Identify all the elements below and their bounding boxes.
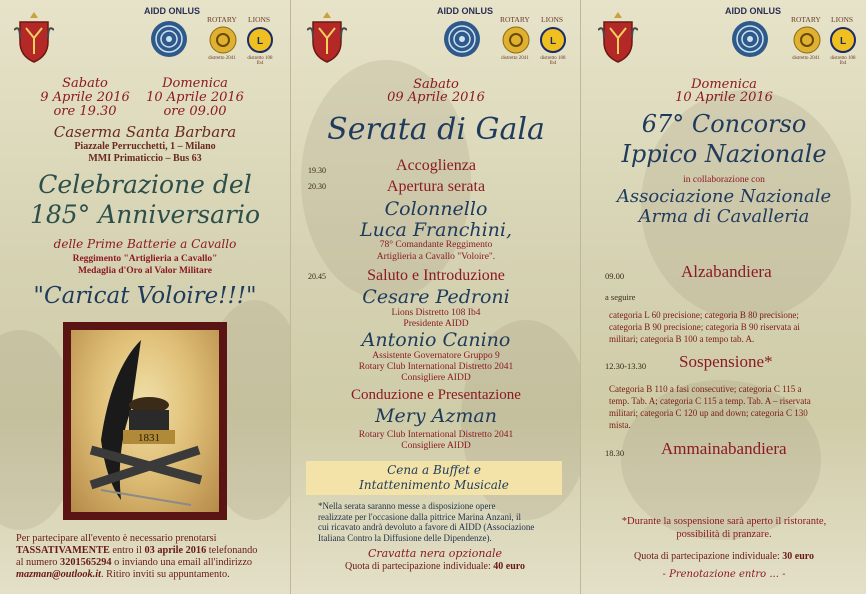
item-hosting: Conduzione e Presentazione <box>351 387 521 403</box>
gala-date: 09 Aprile 2016 <box>387 90 485 105</box>
svg-text:L: L <box>549 36 557 47</box>
anniversary-title: 185° Anniversario <box>29 200 261 229</box>
day-saturday: Sabato <box>62 76 108 91</box>
speaker3-name: Antonio Canino <box>361 329 511 351</box>
regiment: Reggimento "Artiglieria a Cavallo" <box>72 254 218 264</box>
buffet-box <box>306 461 562 495</box>
painting-canvas <box>71 330 219 512</box>
morning-categories <box>609 309 859 345</box>
lions-badge-icon <box>247 27 273 53</box>
art-note-line: realizzate per l'occasione dalla pittrice Marina Anzani, il <box>318 511 522 522</box>
time-1: 19.30 <box>308 166 326 175</box>
booking-line-4 <box>16 569 278 581</box>
right-panel <box>580 0 866 594</box>
aidd-maze-icon <box>731 20 769 58</box>
buffet-line-1: Cena a Buffet e <box>387 463 481 477</box>
crest-icon <box>307 10 347 64</box>
lions-badge-icon <box>540 27 566 53</box>
lions-label: LIONS <box>248 15 271 24</box>
speaker1-unit: Artiglieria a Cavallo "Voloire". <box>376 252 496 262</box>
day-sunday: Domenica <box>162 76 228 91</box>
rotary-label: ROTARY <box>207 15 237 24</box>
restaurant-note-1: *Durante la sospensione sarà aperto il ristorante, <box>621 516 827 527</box>
fee-value: 40 euro <box>493 561 526 572</box>
phone-number[interactable]: 3201565294 <box>60 557 112 568</box>
rotary-label: ROTARY <box>791 15 821 24</box>
time-3: 20.45 <box>308 272 326 281</box>
association-line-1: Associazione Nazionale <box>616 186 832 207</box>
fee-value: 30 euro <box>782 551 815 562</box>
speaker1-name: Luca Franchini, <box>360 219 512 241</box>
art-note <box>318 501 552 543</box>
flag-lowering: Ammainabandiera <box>661 439 787 458</box>
art-note-line: Italiana Contro la Diffusione delle Dipendenze). <box>318 532 492 543</box>
subtitle: delle Prime Batterie a Cavallo <box>53 237 237 251</box>
gala-fee <box>290 561 580 572</box>
time-sunday: ore 09.00 <box>163 104 227 119</box>
aidd-label: AIDD ONLUS <box>725 6 781 16</box>
svg-text:L: L <box>256 36 264 47</box>
category-line: militari; categoria B 100 a tempo tab. A. <box>609 334 755 344</box>
booking-line-3 <box>16 557 278 569</box>
category-line: Categoria B 110 a fasi consecutive; categoria C 115 a <box>609 384 802 394</box>
address-line-2: MMI Primaticcio – Bus 63 <box>88 153 202 164</box>
booking-deadline-note: - Prenotazione entro ... - <box>662 569 786 580</box>
category-line: temp. Tab. A; categoria C 115 a temp. Tab. A – riservata <box>609 396 811 406</box>
booking-text: al numero <box>16 557 61 568</box>
venue: Caserma Santa Barbara <box>53 123 237 141</box>
lions-badge-icon <box>830 27 856 53</box>
gala-title: Serata di Gala <box>327 112 545 147</box>
following-label: a seguire <box>605 292 636 302</box>
contest-title-1: 67° Concorso <box>641 110 807 138</box>
lions-district: distretto 108 Ib4 <box>247 56 273 66</box>
speaker1-rank: Colonnello <box>384 198 488 220</box>
gala-day: Sabato <box>413 77 459 92</box>
speaker2-role2: Presidente AIDD <box>403 319 469 329</box>
art-note-line: cui ricavato andrà devoluto a favore di AIDD (Associazione <box>318 522 535 532</box>
category-line: mista. <box>609 420 631 430</box>
celebration-title: Celebrazione del <box>38 170 252 199</box>
booking-deadline: 03 aprile 2016 <box>144 545 207 556</box>
booking-text: o inviando una email all'indirizzo <box>111 557 253 568</box>
speaker3-role3: Consigliere AIDD <box>401 373 471 383</box>
aidd-label: AIDD ONLUS <box>437 6 493 16</box>
flag-raising: Alzabandiera <box>681 262 772 281</box>
time-saturday: ore 19.30 <box>53 104 117 119</box>
booking-line-2 <box>16 545 278 557</box>
rotary-wheel-icon <box>502 26 530 54</box>
afternoon-categories <box>609 383 859 431</box>
rotary-district: distretto 2041 <box>208 56 236 61</box>
helmet-painting <box>63 322 227 520</box>
event-time-3: 18.30 <box>605 448 625 458</box>
booking-line-1: Per partecipare all'evento è necessario prenotarsi <box>16 533 217 544</box>
speaker2-name: Cesare Pedroni <box>362 286 510 308</box>
speaker4-name: Mery Azman <box>375 405 497 427</box>
lions-district: distretto 108 Ib4 <box>830 56 856 66</box>
category-line: militari; categoria C 120 up and down; categoria C 130 <box>609 408 808 418</box>
left-panel <box>0 0 290 594</box>
aidd-label: AIDD ONLUS <box>144 6 200 16</box>
booking-text: entro il <box>109 545 145 556</box>
category-line: categoria L 60 precisione; categoria B 80 precisione; <box>609 310 799 320</box>
rotary-district: distretto 2041 <box>792 56 820 61</box>
rotary-wheel-icon <box>209 26 237 54</box>
contest-fee <box>581 551 866 562</box>
rotary-wheel-icon <box>793 26 821 54</box>
crest-icon <box>14 10 54 64</box>
event-time-2: 12.30-13.30 <box>605 361 647 371</box>
contest-date: 10 Aprile 2016 <box>675 90 773 105</box>
event-time-1: 09.00 <box>605 271 625 281</box>
aidd-maze-icon <box>150 20 188 58</box>
speaker1-role: 78° Comandante Reggimento <box>379 240 493 250</box>
lions-district: distretto 108 Ib4 <box>540 56 566 66</box>
helmet-cannons-icon <box>71 330 219 512</box>
medal: Medaglia d'Oro al Valor Militare <box>77 266 213 276</box>
aidd-maze-icon <box>443 20 481 58</box>
motto: "Caricat Voloire!!!" <box>33 283 257 309</box>
lions-label: LIONS <box>541 15 564 24</box>
speaker3-role2: Rotary Club International Distretto 2041 <box>358 362 514 372</box>
crest-icon <box>598 10 638 64</box>
svg-text:L: L <box>839 36 847 47</box>
suspension: Sospensione* <box>679 352 773 371</box>
date-saturday: 9 Aprile 2016 <box>40 90 130 105</box>
speaker2-role1: Lions Distretto 108 Ib4 <box>391 308 481 318</box>
buffet-line-2: Intattenimento Musicale <box>359 478 509 492</box>
item-greeting: Saluto e Introduzione <box>367 267 505 284</box>
booking-info <box>16 533 278 581</box>
helmet-year: 1831 <box>138 432 160 444</box>
speaker4-role1: Rotary Club International Distretto 2041 <box>358 430 514 440</box>
rotary-label: ROTARY <box>500 15 530 24</box>
contest-day: Domenica <box>691 77 757 92</box>
booking-strict: TASSATIVAMENTE <box>16 545 110 556</box>
date-sunday: 10 Aprile 2016 <box>146 90 244 105</box>
contest-title-2: Ippico Nazionale <box>621 140 827 168</box>
time-2: 20.30 <box>308 182 326 191</box>
booking-text: telefonando <box>206 545 258 556</box>
booking-text: . Ritiro inviti su appuntamento. <box>100 569 230 580</box>
rotary-district: distretto 2041 <box>501 56 529 61</box>
email-link[interactable]: mazman@outlook.it <box>16 569 101 580</box>
fee-label: Quota di partecipazione individuale: <box>633 551 783 562</box>
item-opening: Apertura serata <box>386 178 486 195</box>
speaker3-role1: Assistente Governatore Gruppo 9 <box>372 351 500 361</box>
collab-label: in collaborazione con <box>683 175 765 185</box>
lions-label: LIONS <box>831 15 854 24</box>
item-welcome: Accoglienza <box>396 157 476 174</box>
association-line-2: Arma di Cavalleria <box>638 206 810 227</box>
restaurant-note-2: possibilità di pranzare. <box>676 529 772 540</box>
art-note-line: *Nella serata saranno messe a disposizione opere <box>318 501 496 511</box>
category-line: categoria B 90 precisione; categoria B 90 riservata ai <box>609 322 800 332</box>
address-line-1: Piazzale Perrucchetti, 1 – Milano <box>74 141 216 152</box>
dress-code: Cravatta nera opzionale <box>367 547 503 560</box>
speaker4-role2: Consigliere AIDD <box>401 441 471 451</box>
fee-label: Quota di partecipazione individuale: <box>344 561 494 572</box>
